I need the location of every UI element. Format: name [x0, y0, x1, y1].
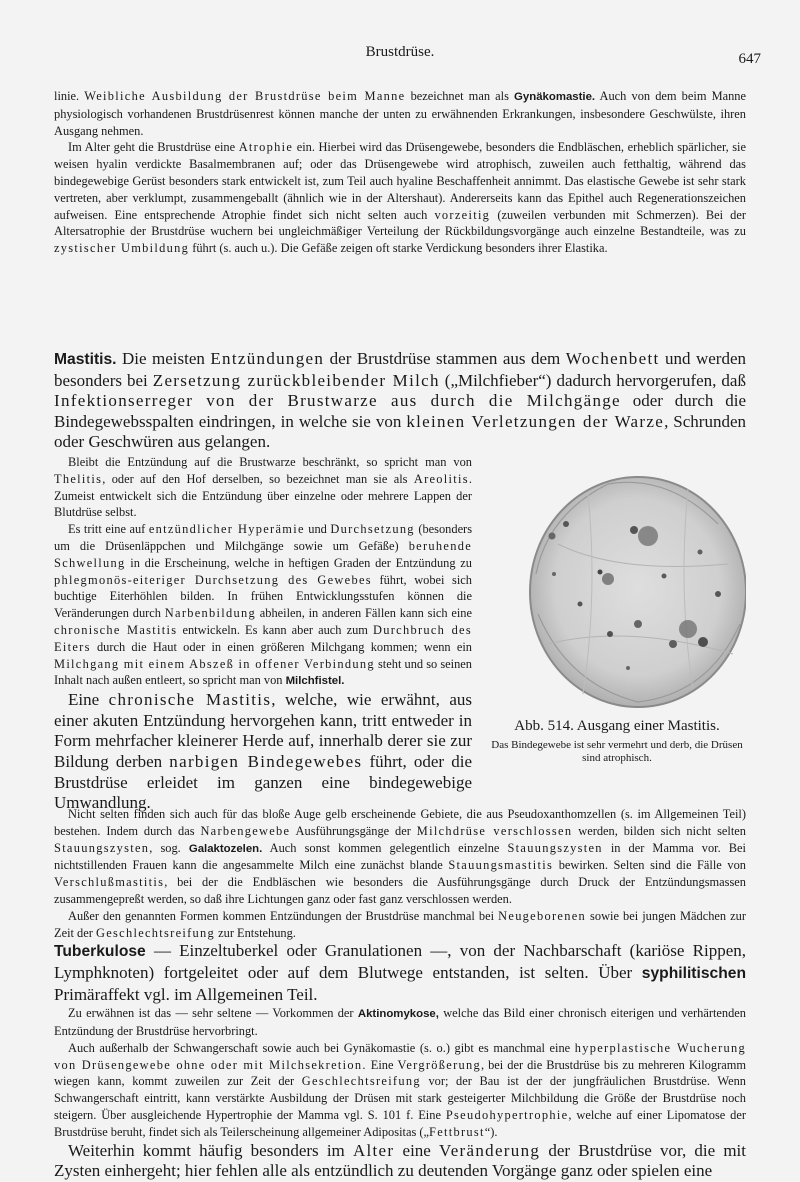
text-block-top	[54, 88, 746, 257]
paragraph-chronische-mastitis: Eine chronische Mastitis, welche, wie erwähnt, aus einer akuten Entzündung hervorgehen kann, tritt entweder in Form mehrfacher kleinerer Herde auf, innerhalb derer sie zur Bildung derben narbigen Bindegewebes führt, oder die Brustdrüse erleidet im ganzen eine bindegewebige Umwandlung.	[54, 690, 473, 813]
paragraph-atrophie: Im Alter geht die Brustdrüse eine Atrophie ein. Hierbei wird das Drüsengewebe, besonders die Endbläschen, erheblich spärlicher, sie weisen hyalin verdickte Basalmembranen auf; oder das Drüsengewebe wird atrophisch, zuweilen auch fetthaltig, während das bindegewebige Gerüst besonders stark entwickelt ist, zum Teil auch hyaline Beschaffenheit annimmt. Das elastische Gewebe ist sehr stark vertreten, aber verklumpt, zusammengeballt (ähnlich wie in der Altershaut). Andererseits kann das Epithel auch Regenerationszeichen aufweisen. Eine entsprechende Atrophie findet sich nicht selten auch vorzeitig (zuweilen verbunden mit Schmerzen). Bei der Altersatrophie der Brustdrüse wuchern bei ungleichmäßiger Verteilung der Rückbildungsvorgänge auch einzelne Bestandteile, was zu zystischer Umbildung führt (s. auch u.). Die Gefäße zeigen oft starke Verdickung besonders ihrer Elastika.	[54, 140, 747, 256]
running-title: Brustdrüse.	[365, 44, 435, 60]
paragraph-tuberkulose: Tuberkulose — Einzeltuberkel oder Granulationen —, von der Nachbarschaft (kariöse Rippen, Lymphknoten) fortgeleitet oder auf dem Blutwege entstanden, ist selten. Über syphilitischen Primäraffekt vgl. im Allgemeinen Teil.	[54, 941, 746, 1004]
paragraph-hyperplasie: Auch außerhalb der Schwangerschaft sowie auch bei Gynäkomastie (s. o.) gibt es manchmal eine hyperplastische Wucherung von Drüsengewebe ohne oder mit Milchsekretion. Eine Vergrößerung, bei der die Brustdrüse bis zu mehreren Kilogramm wiegen kann, kommt zuweilen zur Zeit der Geschlechtsreifung vor; der Bau ist der der jungfräulichen Brustdrüse. Wenn Schwangerschaft eintritt, kann verstärkte Ausbildung der Drüsen mit stark gesteigerter Milchbildung die Größe der Brustdrüse noch steigern. Über ausgleichende Hypertrophie der Mamma vgl. S. 101 f. Eine Pseudohypertrophie, welche auf einer Lipomatose der Brustdrüse beruht, findet sich als Teilerscheinung allgemeiner Adipositas („Fettbrust“).	[54, 1040, 747, 1139]
page-header	[0, 44, 800, 84]
text-block-with-figure	[54, 454, 746, 814]
paragraph-neugeborene: Außer den genannten Formen kommen Entzündungen der Brustdrüse manchmal bei Neugeborenen sowie bei jungen Mädchen zur Zeit der Geschlechtsreifung zur Entstehung.	[54, 908, 747, 940]
figure-subcaption: Das Bindegewebe ist sehr vermehrt und derb, die Drüsen sind atrophisch.	[491, 739, 743, 764]
paragraph-gynaekomastie: linie. Weibliche Ausbildung der Brustdrüse beim Manne bezeichnet man als Gynäkomastie. Auch von dem beim Manne physiologisch vorhandenen Brustdrüsenrest können manche der unten zu erwähnenden Erkrankungen, insbesondere Geschwülste, ihren Ausgang nehmen.	[54, 89, 746, 138]
paragraph-aktinomykose: Zu erwähnen ist das — sehr seltene — Vorkommen der Aktinomykose, welche das Bild einer chronisch eiterigen und verhärtenden Entzündung der Brustdrüse hervorbringt.	[54, 1006, 746, 1038]
heading-mastitis: Mastitis.	[54, 351, 117, 368]
paragraph-mastitis: Mastitis. Die meisten Entzündungen der Brustdrüse stammen aus dem Wochenbett und werden besonders bei Zersetzung zurückbleibender Milch („Milchfieber“) dadurch hervorgerufen, daß Infektionserreger von der Brustwarze aus durch die Milchgänge oder durch die Bindegewebsspalten eindringen, in welche sie von kleinen Verletzungen der Warze, Schrunden oder Geschwüren aus gelangen.	[54, 349, 746, 452]
figure-514	[488, 454, 746, 774]
paragraph-thelitis: Bleibt die Entzündung auf die Brustwarze beschränkt, so spricht man von Thelitis, oder auf den Hof derselben, so bezeichnet man sie als Areolitis. Zumeist entwickelt sich die Entzündung über einzelne oder mehrere Lappen der Blutdrüse selbst.	[54, 455, 472, 520]
page-number: 647	[738, 51, 761, 67]
text-block-bottom	[54, 806, 746, 1182]
text-block-mastitis	[54, 349, 746, 453]
paragraph-zysten: Weiterhin kommt häufig besonders im Alter eine Veränderung der Brustdrüse vor, die mit Zysten einhergeht; hier fehlen alle als entzündlich zu deutenden Vorgänge ganz oder spielen eine	[54, 1140, 746, 1181]
figure-caption-block	[488, 718, 746, 764]
figure-caption: Abb. 514. Ausgang einer Mastitis.	[514, 718, 720, 734]
paragraph-galaktozelen: Nicht selten finden sich auch für das bloße Auge gelb erscheinende Gebiete, die aus Pseudoxanthomzellen (s. im Allgemeinen Teil) bestehen. Indem durch das Narbengewebe Ausführungsgänge der Milchdrüse verschlossen werden, bilden sich nicht selten Stauungszysten, sog. Galaktozelen. Auch sonst kommen gelegentlich einzelne Stauungszysten in der Mamma vor. Bei nichtstillenden Frauen kann die angesammelte Milch eine zunächst blande Stauungsmastitis bewirken. Selten sind die Fälle von Verschlußmastitis, bei der die Endbläschen wie besonders die Ausführungsgänge durch Druck der Entzündungsmassen zusammengepreßt werden, so daß ihre Lichtungen ganz oder fast ganz verschlossen werden.	[54, 807, 747, 906]
heading-tuberkulose: Tuberkulose	[54, 943, 146, 961]
paragraph-hyperaemie: Es tritt eine auf entzündlicher Hyperämie und Durchsetzung (besonders um die Drüsenläppchen und Milchgänge sowie um Gefäße) beruhende Schwellung in die Erscheinung, welche in heftigen Graden der Entzündung zu phlegmonös-eiteriger Durchsetzung des Gewebes führt, wobei sich buchtige Eiterhöhlen bilden. In frühen Entwicklungsstufen können die Veränderungen durch Narbenbildung abheilen, in anderen Fällen kann sich eine chronische Mastitis entwickeln. Es kann aber auch zum Durchbruch des Eiters durch die Haut oder in einen größeren Milchgang kommen; wenn ein Milchgang mit einem Abszeß in offener Verbindung steht und so seinen Inhalt nach außen entleert, so spricht man von Milchfistel.	[54, 522, 473, 688]
mastitis-micrograph-illustration	[488, 454, 746, 716]
